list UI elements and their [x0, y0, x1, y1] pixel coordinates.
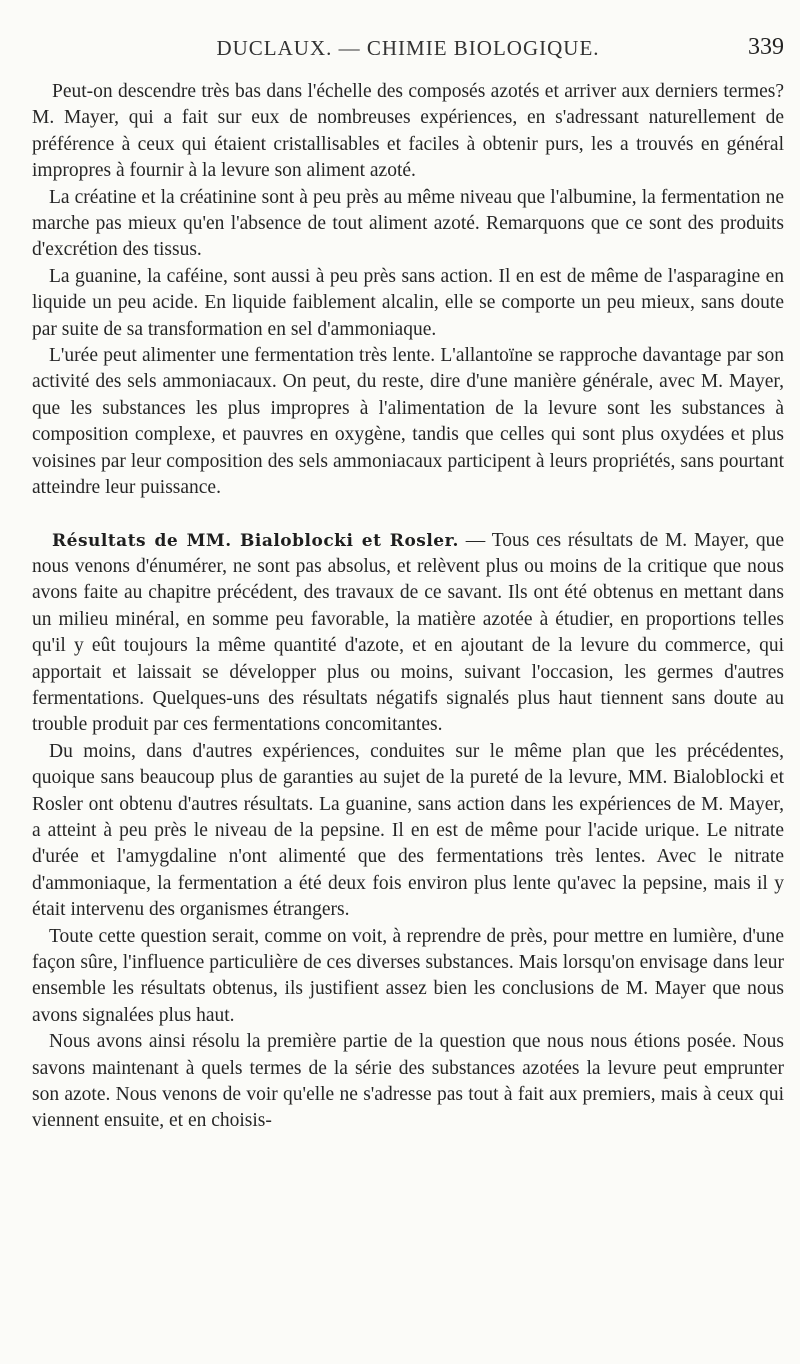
running-title: DUCLAUX. — CHIMIE BIOLOGIQUE.	[216, 36, 600, 60]
body-text	[32, 79, 784, 1135]
paragraph: Peut-on descendre très bas dans l'échelle des composés azotés et arriver aux derniers termes? M. Mayer, qui a fait sur eux de nombreuses expériences, en s'adressant naturellement de préférence à ceux qui étaient cristallisables et faciles à obtenir purs, les a trouvés en général impropres à fournir à la levure son aliment azoté.	[32, 81, 784, 182]
running-header	[32, 36, 784, 66]
page-number: 339	[748, 34, 784, 60]
paragraph: Du moins, dans d'autres expériences, conduites sur le même plan que les précédentes, quoique sans beaucoup plus de garanties au sujet de la pureté de la levure, MM. Bialoblocki et Rosler ont obtenu d'autres résultats. La guanine, sans action dans les expériences de M. Mayer, a atteint à peu près le niveau de la pepsine. Il en est de même pour l'acide urique. Le nitrate d'urée et l'amygdaline n'ont alimenté que des fermentations très lentes. Avec le nitrate d'ammoniaque, la fermentation a été deux fois environ plus lente qu'avec la pepsine, mais il y était intervenu des organismes étrangers.	[32, 740, 784, 921]
section-lead-text: — Tous ces résultats de M. Mayer, que nous venons d'énumérer, ne sont pas absolus, et relèvent plus ou moins de la critique que nous avons faite au chapitre précédent, des travaux de ce savant. Ils ont été obtenus en mettant dans un milieu minéral, en somme peu favorable, la matière azotée à étudier, en proportions telles qu'il y eût toujours la même quantité d'azote, et en ajoutant de la levure du commerce, qui apportait et laissait se développer plus ou moins, suivant l'occasion, les germes d'autres fermentations. Quelques-uns des résultats négatifs signalés plus haut tiennent sans doute au trouble produit par ces fermentations concomitantes.	[32, 529, 784, 736]
section-heading: Résultats de MM. Bialoblocki et Rosler.	[52, 530, 459, 551]
paragraph: La créatine et la créatinine sont à peu près au même niveau que l'albumine, la fermentation ne marche pas mieux qu'en l'absence de tout aliment azoté. Remarquons que ce sont des produits d'excrétion des tissus.	[32, 186, 784, 261]
section-lead-paragraph	[32, 528, 784, 739]
section-spacer	[32, 502, 784, 528]
paragraph: Toute cette question serait, comme on voit, à reprendre de près, pour mettre en lumière, d'une façon sûre, l'influence particulière de ces diverses substances. Mais lorsqu'on envisage dans leur ensemble les résultats obtenus, ils justifient assez bien les conclusions de M. Mayer que nous avons signalées plus haut.	[32, 925, 784, 1026]
paragraph: L'urée peut alimenter une fermentation très lente. L'allantoïne se rapproche davantage par son activité des sels ammoniacaux. On peut, du reste, dire d'une manière générale, avec M. Mayer, que les substances les plus impropres à l'alimentation de la levure sont les substances à composition complexe, et pauvres en oxygène, tandis que celles qui sont plus oxydées et plus voisines par leur composition des sels ammoniacaux participent à leurs propriétés, sans pourtant atteindre leur puissance.	[32, 345, 784, 499]
paragraph: Nous avons ainsi résolu la première partie de la question que nous nous étions posée. Nous savons maintenant à quels termes de la série des substances azotées la levure peut emprunter son azote. Nous venons de voir qu'elle ne s'adresse pas tout à fait aux premiers, mais à ceux qui viennent ensuite, et en choisis-	[32, 1031, 784, 1132]
paragraph: La guanine, la caféine, sont aussi à peu près sans action. Il en est de même de l'asparagine en liquide un peu acide. En liquide faiblement alcalin, elle se comporte un peu mieux, sans doute par suite de sa transformation en sel d'ammoniaque.	[32, 265, 784, 340]
